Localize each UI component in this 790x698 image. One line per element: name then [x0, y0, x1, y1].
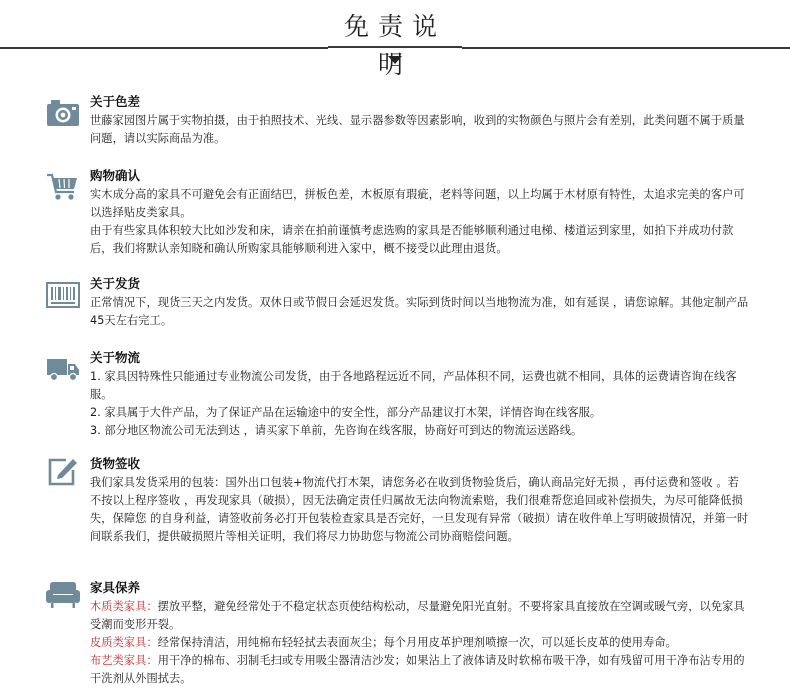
section-content: [90, 580, 750, 688]
section-title: 购物确认: [90, 168, 141, 183]
section-paragraph: 1. 家具因特殊性只能通过专业物流公司发货，由于各地路程远近不同，产品体积不同，运费也就不相同，具体的运费请咨询在线客服。: [90, 370, 737, 401]
section-content: [90, 94, 750, 148]
page-title: 免责说明: [328, 8, 462, 48]
section-paragraph: 2. 家具属于大件产品，为了保证产品在运输途中的安全性，部分产品建议打木架，详情咨询在线客服。: [90, 406, 602, 419]
shopping-cart-icon: [46, 172, 80, 202]
camera-icon: [46, 98, 80, 128]
section-content: [90, 456, 750, 546]
section-title: 关于色差: [90, 94, 141, 109]
truck-icon: [46, 354, 80, 384]
down-arrow-icon: [388, 56, 402, 64]
section-content: [90, 168, 750, 258]
armchair-icon: [46, 580, 80, 610]
section-paragraph: 正常情况下，现货三天之内发货。双休日或节假日会延迟发货。实际到货时间以当地物流为准，如有延误 ，请您谅解。其他定制产品45天左右完工。: [90, 296, 749, 327]
care-item-leather: [90, 634, 750, 652]
care-text: 用干净的棉布、羽制毛扫或专用吸尘器清洁沙发；如果沾上了液体请及时软棉布吸干净，如有残留可用干净布沾专用的干洗剂从外围拭去。: [90, 654, 745, 685]
care-item-wood: [90, 598, 750, 634]
care-label: 布艺类家具：: [90, 654, 158, 667]
section-paragraph: 世藤家园图片属于实物拍摄，由于拍照技术、光线、显示器参数等因素影响，收到的实物颜色与照片会有差别，此类问题不属于质量问题，请以实际商品为准。: [90, 114, 745, 145]
care-text: 摆放平整，避免经常处于不稳定状态页使结构松动，尽量避免阳光直射。不要将家具直接放在空调或暖气旁，以免家具受潮而变形开裂。: [90, 600, 745, 631]
care-label: 皮质类家具：: [90, 636, 158, 649]
section-title: 关于发货: [90, 276, 141, 291]
barcode-icon: [46, 280, 80, 310]
section-title: 货物签收: [90, 456, 141, 471]
edit-sign-icon: [46, 456, 80, 486]
section-paragraph: 我们家具发货采用的包装：国外出口包装+物流代打木架，请您务必在收到货物验货后，确认商品完好无损 ，再付运费和签收 。若不按以上程序签收 ，再发现家具（破损），因无法确定责任归属故无法向物流索赔，我们很难帮您追回或补偿损失，为尽可能降低损失，保障您 的自身利益，请签收前务必打开包装检查家具是否完好，一旦发现有异常（破损）请在收件单上写明破损情况，并第一时间联系我们，提供破损照片等相关证明，我们将尽力协助您与物流公司协商赔偿问题。: [90, 476, 749, 543]
section-title: 家具保养: [90, 580, 141, 595]
section-paragraph: 3. 部分地区物流公司无法到达 ，请买家下单前，先咨询在线客服，协商好可到达的物流运送路线。: [90, 424, 583, 437]
section-content: [90, 350, 750, 440]
header: [0, 0, 790, 79]
care-item-fabric: [90, 652, 750, 688]
header-rule-right: [462, 47, 790, 49]
care-label: 木质类家具：: [90, 600, 158, 613]
section-content: [90, 276, 750, 330]
section-paragraph: 实木成分高的家具不可避免会有正面结巴，拼板色差，木板原有瑕疵，老料等问题，以上均属于木材原有特性，太追求完美的客户可以选择贴皮类家具。: [90, 188, 745, 219]
section-paragraph: 由于有些家具体积较大比如沙发和床，请亲在拍前谨慎考虑选购的家具是否能够顺利通过电梯、楼道运到家里，如拍下并成功付款后，我们将默认亲知晓和确认所购家具能够顺利进入家中，概不接受以此理由退货。: [90, 224, 734, 255]
care-text: 经常保持清洁，用纯棉布轻轻拭去表面灰尘；每个月用皮革护理剂喷擦一次，可以延长皮革的使用寿命。: [157, 636, 677, 649]
header-rule-left: [0, 47, 328, 49]
section-title: 关于物流: [90, 350, 141, 365]
